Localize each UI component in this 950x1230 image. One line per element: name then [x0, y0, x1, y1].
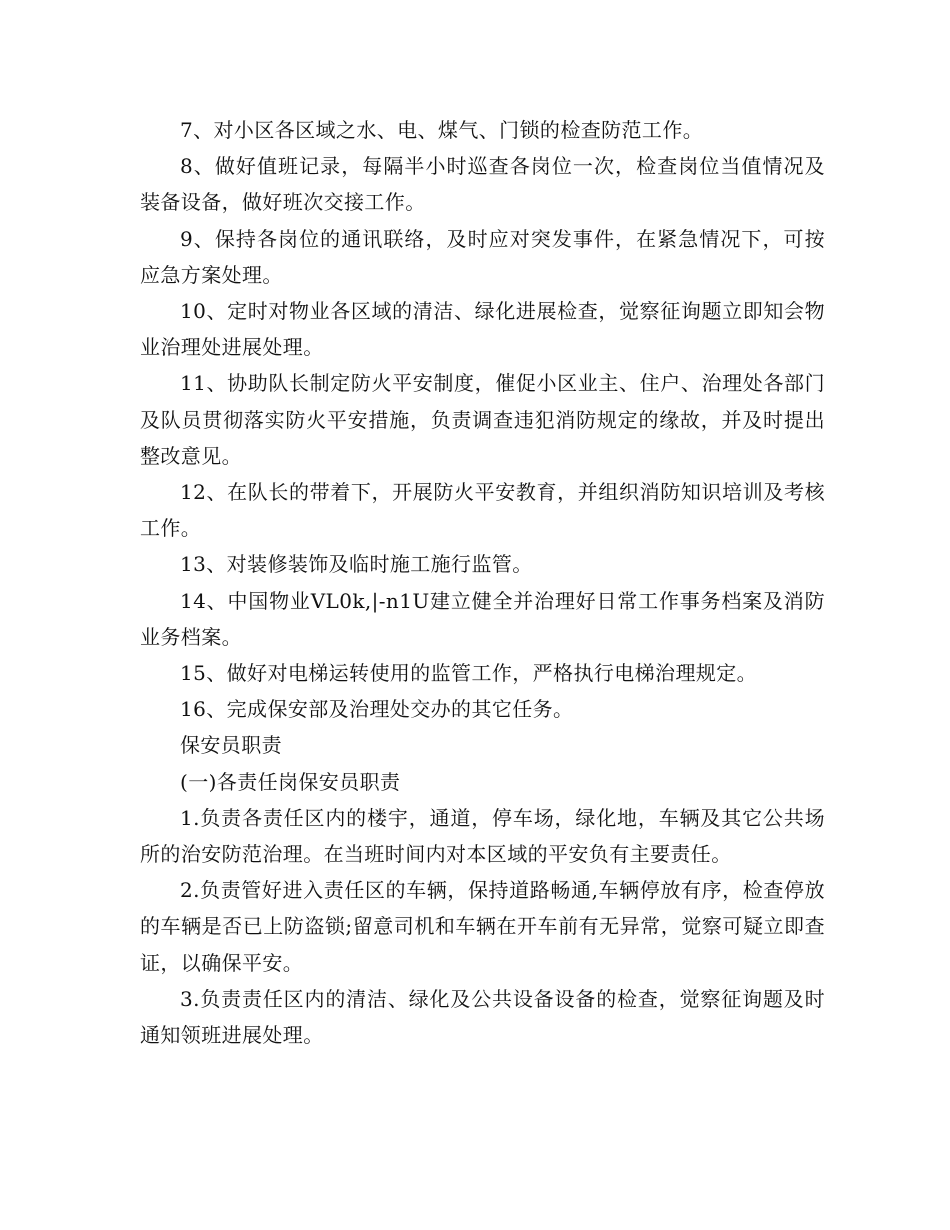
subsection-heading: (一)各责任岗保安员职责: [180, 769, 401, 794]
paragraph-item-9: 9、保持各岗位的通讯联络，及时应对突发事件，在紧急情况下，可按应急方案处理。: [140, 226, 825, 287]
paragraph-item-11: 11、协助队长制定防火平安制度，催促小区业主、住户、治理处各部门及队员贯彻落实防火平安措施，负责调查违犯消防规定的缘故，并及时提出整改意见。: [140, 371, 825, 468]
paragraph-item-13: 13、对装修装饰及临时施工施行监管。: [180, 552, 533, 577]
paragraph-item-14: 14、中国物业VL0k,|-n1U建立健全并治理好日常工作事务档案及消防业务档案。: [140, 588, 825, 649]
paragraph-item-15: 15、做好对电梯运转使用的监管工作，严格执行电梯治理规定。: [180, 661, 758, 686]
paragraph-item-10: 10、定时对物业各区域的清洁、绿化进展检查，觉察征询题立即知会物业治理处进展处理。: [140, 299, 825, 360]
document-body: [140, 112, 825, 1053]
paragraph-item-16: 16、完成保安部及治理处交办的其它任务。: [180, 697, 574, 722]
duty-item-3: 3.负责责任区内的清洁、绿化及公共设备设备的检查，觉察征询题及时通知领班进展处理。: [140, 986, 825, 1048]
paragraph-item-7: 7、对小区各区域之水、电、煤气、门锁的检查防范工作。: [180, 118, 704, 142]
duty-item-2: 2.负责管好进入责任区的车辆，保持道路畅通,车辆停放有序，检查停放的车辆是否已上防盗锁;留意司机和车辆在开车前有无异常，觉察可疑立即查证，以确保平安。: [140, 878, 825, 975]
duty-item-1: 1.负责各责任区内的楼宇，通道，停车场，绿化地，车辆及其它公共场所的治安防范治理。在当班时间内对本区域的平安负有主要责任。: [140, 805, 825, 867]
paragraph-item-8: 8、做好值班记录，每隔半小时巡查各岗位一次，检查岗位当值情况及装备设备，做好班次交接工作。: [140, 154, 825, 215]
paragraph-item-12: 12、在队长的带着下，开展防火平安教育，并组织消防知识培训及考核工作。: [140, 480, 825, 541]
section-heading: 保安员职责: [180, 733, 282, 758]
